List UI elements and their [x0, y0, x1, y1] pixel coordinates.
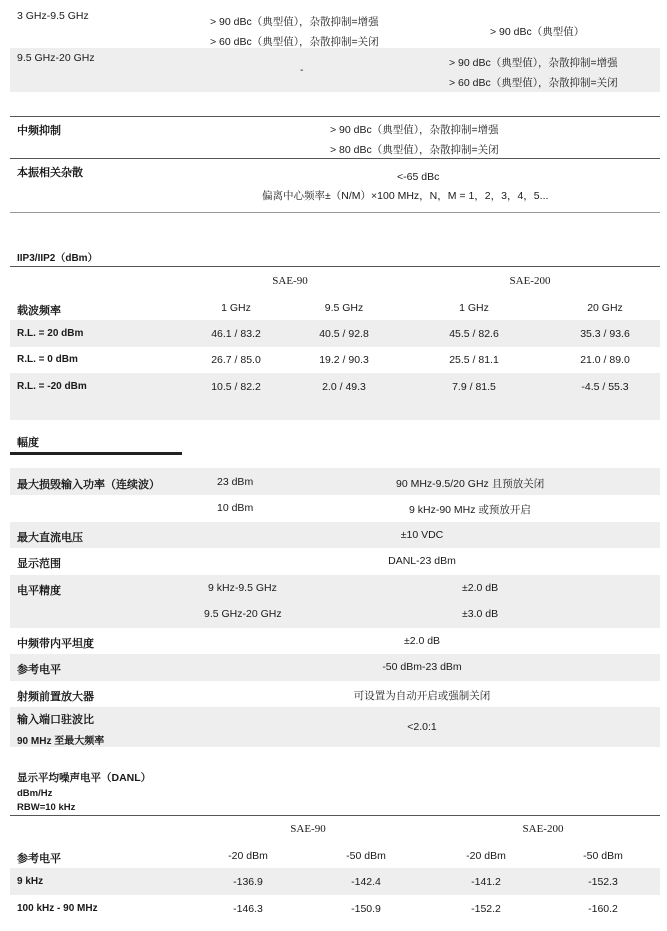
divider [10, 116, 660, 117]
max-input-v1: 23 dBm [217, 476, 254, 488]
divider [10, 266, 660, 267]
danl-col-1: -20 dBm [228, 850, 268, 862]
ref-label: 参考电平 [17, 664, 61, 676]
preamp-value: 可设置为自动开启或强制关闭 [353, 690, 491, 702]
danl-col-4: -50 dBm [583, 850, 623, 862]
iip-row-label: R.L. = -20 dBm [17, 381, 87, 392]
spurious-row2-col2: - [300, 64, 304, 76]
spurious-row2-label: 9.5 GHz-20 GHz [17, 52, 95, 64]
iip-col-3: 1 GHz [459, 302, 489, 314]
iip-cell: 25.5 / 81.1 [449, 354, 499, 366]
danl-title: 显示平均噪声电平（DANL） [17, 772, 152, 784]
iip-cell: 45.5 / 82.6 [449, 328, 499, 340]
level-r2: 9.5 GHz-20 GHz [204, 608, 282, 620]
iip-group-sae90: SAE-90 [272, 275, 308, 287]
danl-col-3: -20 dBm [466, 850, 506, 862]
iip-group-sae200: SAE-200 [509, 275, 551, 287]
amp-row-bg [10, 707, 660, 747]
divider [10, 212, 660, 213]
if-rejection-line2: > 80 dBc（典型值），杂散抑制=关闭 [330, 144, 499, 156]
amp-row-bg [10, 575, 660, 628]
danl-group-sae200: SAE-200 [522, 823, 564, 835]
if-rejection-label: 中频抑制 [17, 125, 61, 137]
iip-cell: 2.0 / 49.3 [322, 381, 366, 393]
divider [10, 815, 660, 816]
dc-label: 最大直流电压 [17, 532, 83, 544]
max-input-c2: 9 kHz-90 MHz 或预放开启 [409, 504, 531, 516]
preamp-label: 射频前置放大器 [17, 691, 94, 703]
max-input-v2: 10 dBm [217, 502, 254, 514]
divider [10, 158, 660, 159]
danl-col-2: -50 dBm [346, 850, 386, 862]
danl-unit: dBm/Hz [17, 788, 53, 799]
iip-header-label: 载波频率 [17, 305, 61, 317]
iip-cell: 10.5 / 82.2 [211, 381, 261, 393]
spurious-row1-col2-line1: > 90 dBc（典型值），杂散抑制=增强 [210, 16, 379, 28]
level-v2: ±3.0 dB [462, 608, 499, 620]
vswr-value: <2.0:1 [407, 721, 437, 733]
flat-value: ±2.0 dB [403, 635, 441, 647]
vswr-label-1: 输入端口驻波比 [17, 714, 94, 726]
spurious-row1-col2-line2: > 60 dBc（典型值），杂散抑制=关闭 [210, 36, 379, 48]
dc-value: ±10 VDC [400, 529, 444, 541]
danl-row-label: 100 kHz - 90 MHz [17, 903, 98, 914]
danl-row-label: 9 kHz [17, 876, 44, 887]
amp-row-bg [10, 654, 660, 681]
amplitude-underline [10, 452, 182, 455]
iip-title: IIP3/IIP2（dBm） [17, 253, 98, 264]
iip-cell: 19.2 / 90.3 [319, 354, 369, 366]
iip-cell: 40.5 / 92.8 [319, 328, 369, 340]
danl-cell: -160.2 [588, 903, 618, 915]
max-input-c1: 90 MHz-9.5/20 GHz 且预放关闭 [396, 478, 545, 490]
iip-row-label: R.L. = 20 dBm [17, 328, 84, 339]
danl-cell: -152.2 [471, 903, 501, 915]
lo-spurious-line2: 偏离中心频率±（N/M）×100 MHz，N，M = 1，2，3，4，5... [262, 190, 549, 202]
danl-cell: -150.9 [351, 903, 381, 915]
amp-row-bg [10, 522, 660, 548]
iip-row-label: R.L. = 0 dBm [17, 354, 78, 365]
iip-spacer-bg [10, 400, 660, 420]
danl-group-sae90: SAE-90 [290, 823, 326, 835]
danl-cell: -146.3 [233, 903, 263, 915]
spurious-row1-label: 3 GHz-9.5 GHz [17, 10, 89, 22]
vswr-label-2: 90 MHz 至最大频率 [17, 736, 105, 747]
iip-cell: 46.1 / 83.2 [211, 328, 261, 340]
iip-col-2: 9.5 GHz [324, 302, 364, 314]
iip-cell: 26.7 / 85.0 [211, 354, 261, 366]
iip-cell: -4.5 / 55.3 [581, 381, 629, 393]
display-value: DANL-23 dBm [388, 555, 456, 567]
level-r1: 9 kHz-9.5 GHz [208, 582, 277, 594]
amplitude-title: 幅度 [17, 437, 39, 449]
lo-spurious-line1: <-65 dBc [397, 171, 440, 183]
flat-label: 中频带内平坦度 [17, 638, 94, 650]
display-label: 显示范围 [17, 558, 61, 570]
iip-cell: 21.0 / 89.0 [580, 354, 630, 366]
iip-cell: 35.3 / 93.6 [580, 328, 630, 340]
lo-spurious-label: 本振相关杂散 [17, 167, 83, 179]
iip-col-4: 20 GHz [587, 302, 623, 314]
danl-cell: -152.3 [588, 876, 618, 888]
ref-value: -50 dBm-23 dBm [382, 661, 462, 673]
level-v1: ±2.0 dB [462, 582, 499, 594]
max-input-label: 最大损毁输入功率（连续波） [17, 479, 160, 491]
danl-cell: -141.2 [471, 876, 501, 888]
danl-cell: -142.4 [351, 876, 381, 888]
iip-cell: 7.9 / 81.5 [452, 381, 496, 393]
iip-col-1: 1 GHz [221, 302, 251, 314]
danl-header-label: 参考电平 [17, 853, 61, 865]
danl-cell: -136.9 [233, 876, 263, 888]
spurious-row2-col3-line1: > 90 dBc（典型值），杂散抑制=增强 [449, 57, 618, 69]
danl-rbw: RBW=10 kHz [17, 802, 76, 813]
if-rejection-line1: > 90 dBc（典型值），杂散抑制=增强 [330, 124, 499, 136]
level-label: 电平精度 [17, 585, 61, 597]
spurious-row2-col3-line2: > 60 dBc（典型值），杂散抑制=关闭 [449, 77, 618, 89]
spurious-row1-col3: > 90 dBc（典型值） [490, 26, 585, 38]
